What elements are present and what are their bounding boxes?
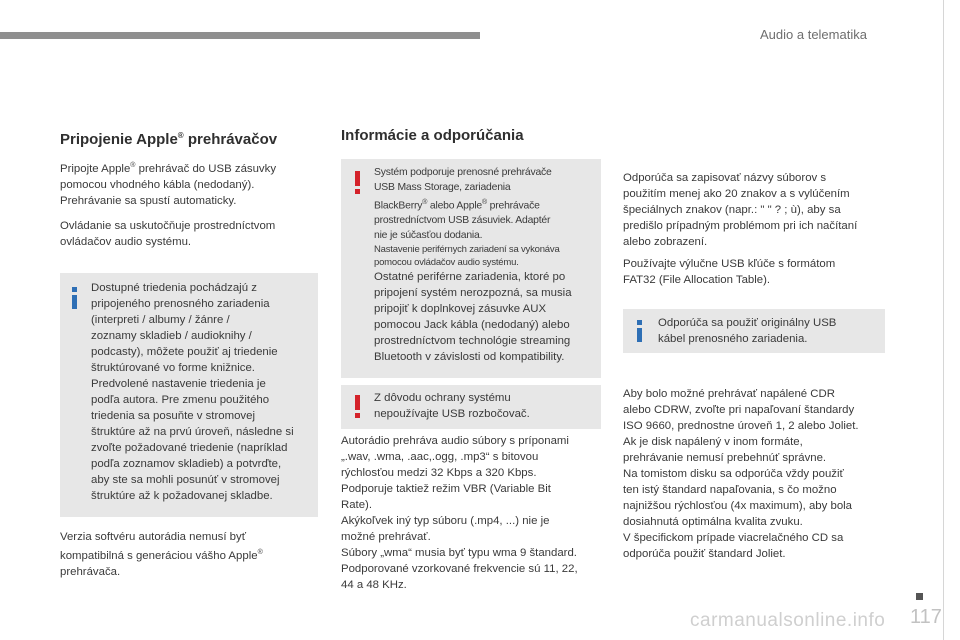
middle-column-heading [341,128,611,144]
page-number: 117 [910,606,942,628]
header-bar [0,32,480,39]
left-column [60,128,320,148]
apple-section-heading: Pripojenie Apple® prehrávačov [60,131,278,148]
fat32-paragraph: Používajte výlučne USB kľúče s formátom FAT32 (File Allocation Table). [623,258,836,286]
apple-intro-paragraph: Pripojte Apple® prehrávač do USB zásuvky pomocou vhodného kábla (nedodaný). Prehrávanie sa spustí automaticky. [60,162,277,207]
info-section-heading: Informácie a odporúčania [341,127,524,144]
cd-burning-paragraph: Aby bolo možné prehrávať napálené CDR alebo CDRW, zvoľte pri napaľovaní štandardy ISO 9660, prednostne úroveň 1, 2 alebo Joliet. Ak je disk napálený v inom formáte, prehrávanie nemusí prebehnúť správne. Na tomistom disku sa odporúča vždy použiť ten istý štandard napaľovania, s čo možno najnižšou rýchlosťou (4x maximum), aby bola dosiahnutá optimálna kvalita zvuku. V špecifickom prípade viacrelačného CD sa odporúča použiť štandard Joliet. [623,388,859,560]
page-header-title: Audio a telematika [760,27,867,42]
usb-hub-warning-box: Z dôvodu ochrany systému nepoužívajte USB rozbočovač. [341,385,601,429]
software-version-paragraph: Verzia softvéru autorádia nemusí byť kompatibilná s generáciou vášho Apple® prehrávača. [60,531,263,578]
apple-controls-paragraph: Ovládanie sa uskutočňuje prostredníctvom ovládačov audio systému. [60,220,276,248]
watermark-text: carmanualsonline.info [690,610,886,631]
audio-formats-paragraph: Autorádio prehráva audio súbory s príponami „.wav, .wma, .aac,.ogg, .mp3“ s bitovou rýchlosťou medzi 32 Kbps a 320 Kbps. Podporuje taktiež režim VBR (Variable Bit Rate). Akýkoľvek iný typ súboru (.mp4, ...) nie je možné prehrávať. Súbory „wma“ musia byť typu wma 9 štandard. Podporované vzorkované frekvencie sú 11, 22, 44 a 48 KHz. [341,435,578,591]
usb-cable-info-box: Odporúča sa použiť originálny USB kábel prenosného zariadenia. [623,309,885,353]
page-edge-rule [943,0,944,640]
sorting-info-box: Dostupné triedenia pochádzajú z pripojeného prenosného zariadenia (interpreti / albumy / žánre / zoznamy skladieb / audioknihy / podcasty), môžete použiť aj triedenie štruktúrované vo forme knižnice. Predvolené nastavenie triedenia je podľa autora. Pre zmenu použitého triedenia sa posuňte v stromovej štruktúre až na prvú úroveň, následne si zvoľte požadované triedenie (napríklad podľa zoznamov skladieb) a potvrďte, aby ste sa mohli posunúť v stromovej štruktúre až k požadovanej skladbe. [60,273,318,517]
page-marker-square [916,593,923,600]
file-names-paragraph: Odporúča sa zapisovať názvy súborov s použitím menej ako 20 znakov a s vylúčením špeciálnych znakov (napr.: " " ? ; ù), aby sa predišlo prípadným problémom pri ich načítaní alebo zobrazení. [623,172,858,248]
usb-warning-box: Systém podporuje prenosné prehrávače USB Mass Storage, zariadenia BlackBerry® alebo Apple® prehrávače prostredníctvom USB zásuviek. Adaptér nie je súčasťou dodania. Nastavenie periférnych zariadení sa vykonáva pomocou ovládačov audio systému. Ostatné periférne zariadenia, ktoré po pripojení systém nerozpozná, sa musia pripojiť k doplnkovej zásuvke AUX pomocou Jack kábla (nedodaný) alebo prostredníctvom technológie streaming Bluetooth v závislosti od kompatibility. [341,159,601,378]
